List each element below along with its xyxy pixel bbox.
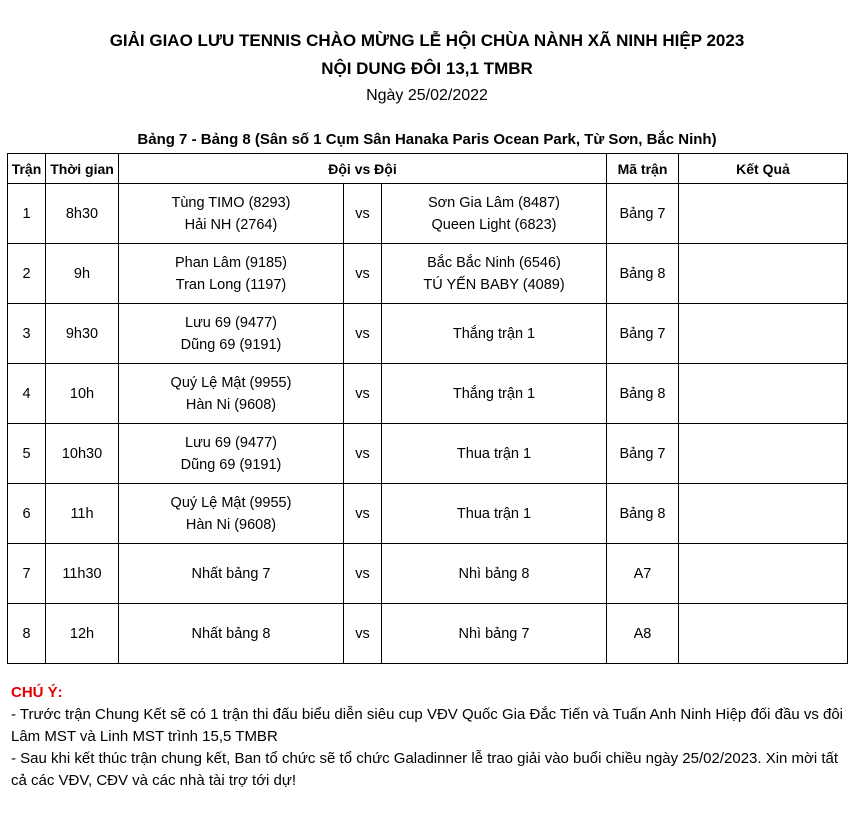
table-row [8, 544, 848, 604]
team-2 [382, 304, 607, 364]
table-row [8, 604, 848, 664]
team-1-line-1: Lưu 69 (9477) [185, 434, 277, 451]
match-time: 8h30 [46, 184, 119, 244]
team-2-line-1: Sơn Gia Lâm (8487) [427, 194, 560, 211]
match-number: 8 [8, 604, 46, 664]
team-1-line-2: Hàn Ni (9608) [185, 516, 277, 533]
team-1 [119, 424, 344, 484]
team-2-line-1: Thua trận 1 [456, 445, 532, 462]
match-time: 11h [46, 484, 119, 544]
versus-label: vs [344, 424, 382, 484]
team-2-line-1: Thắng trận 1 [452, 325, 536, 342]
match-code: Bảng 8 [607, 244, 679, 304]
team-2 [382, 424, 607, 484]
team-1-line-1: Nhất bảng 7 [191, 565, 271, 582]
table-row [8, 364, 848, 424]
team-2 [382, 604, 607, 664]
match-code: A7 [607, 544, 679, 604]
schedule-table [7, 153, 848, 664]
team-1-line-2: Hàn Ni (9608) [185, 396, 277, 413]
match-code: Bảng 8 [607, 484, 679, 544]
team-1-line-1: Quý Lệ Mật (9955) [170, 374, 292, 391]
match-time: 12h [46, 604, 119, 664]
table-row [8, 424, 848, 484]
team-1-line-1: Nhất bảng 8 [191, 625, 271, 642]
team-2 [382, 544, 607, 604]
note-title: CHÚ Ý: [11, 684, 63, 701]
versus-label: vs [344, 604, 382, 664]
event-subtitle: NỘI DUNG ĐÔI 13,1 TMBR [321, 59, 533, 78]
versus-label: vs [344, 244, 382, 304]
note-line-2: - Sau khi kết thúc trận chung kết, Ban tổ chức sẽ tổ chức Galadinner lễ trao giải vào buổi chiều ngày 25/02/2023. Xin mời tất cả các VĐV, CĐV và các nhà tài trợ tới dự! [11, 750, 839, 789]
team-2 [382, 184, 607, 244]
team-2-line-1: Thắng trận 1 [452, 385, 536, 402]
header-match: Trận [8, 154, 46, 184]
team-1 [119, 484, 344, 544]
team-2 [382, 364, 607, 424]
team-1-line-1: Quý Lệ Mật (9955) [170, 494, 292, 511]
group-title: Bảng 7 - Bảng 8 (Sân số 1 Cụm Sân Hanaka Paris Ocean Park, Từ Sơn, Bắc Ninh) [137, 131, 717, 148]
match-result [679, 244, 848, 304]
event-date: Ngày 25/02/2022 [366, 87, 488, 104]
team-1-line-2: Dũng 69 (9191) [180, 336, 282, 353]
table-row [8, 244, 848, 304]
match-time: 9h30 [46, 304, 119, 364]
team-1-line-1: Lưu 69 (9477) [185, 314, 277, 331]
match-number: 5 [8, 424, 46, 484]
header-time: Thời gian [46, 154, 119, 184]
match-number: 7 [8, 544, 46, 604]
team-1 [119, 544, 344, 604]
match-result [679, 544, 848, 604]
match-result [679, 484, 848, 544]
team-1-line-1: Tùng TIMO (8293) [171, 194, 291, 211]
versus-label: vs [344, 304, 382, 364]
versus-label: vs [344, 484, 382, 544]
table-row [8, 484, 848, 544]
match-code: Bảng 7 [607, 304, 679, 364]
match-time: 11h30 [46, 544, 119, 604]
team-2-line-2: Queen Light (6823) [431, 216, 557, 233]
match-number: 6 [8, 484, 46, 544]
match-time: 10h [46, 364, 119, 424]
match-code: Bảng 8 [607, 364, 679, 424]
versus-label: vs [344, 544, 382, 604]
team-1 [119, 244, 344, 304]
header-result: Kết Quả [679, 154, 848, 184]
team-1-line-2: Hải NH (2764) [184, 216, 278, 233]
match-code: Bảng 7 [607, 184, 679, 244]
match-code: Bảng 7 [607, 424, 679, 484]
team-2-line-1: Nhì bảng 7 [458, 625, 530, 642]
versus-label: vs [344, 184, 382, 244]
match-number: 1 [8, 184, 46, 244]
team-2-line-1: Nhì bảng 8 [458, 565, 530, 582]
team-2 [382, 244, 607, 304]
team-1-line-2: Dũng 69 (9191) [180, 456, 282, 473]
team-2-line-2: TÚ YẾN BABY (4089) [423, 276, 565, 293]
team-2-line-1: Bắc Bắc Ninh (6546) [427, 254, 561, 271]
table-header-row [8, 154, 848, 184]
match-result [679, 304, 848, 364]
team-1 [119, 364, 344, 424]
team-1 [119, 604, 344, 664]
versus-label: vs [344, 364, 382, 424]
team-1-line-2: Tran Long (1197) [175, 276, 287, 293]
header-teams: Đội vs Đội [119, 154, 607, 184]
match-time: 9h [46, 244, 119, 304]
match-number: 4 [8, 364, 46, 424]
match-result [679, 184, 848, 244]
match-result [679, 364, 848, 424]
table-row [8, 184, 848, 244]
tournament-title: GIẢI GIAO LƯU TENNIS CHÀO MỪNG LỄ HỘI CHÙA NÀNH XÃ NINH HIỆP 2023 [109, 31, 745, 50]
team-2 [382, 484, 607, 544]
match-time: 10h30 [46, 424, 119, 484]
match-number: 2 [8, 244, 46, 304]
table-row [8, 304, 848, 364]
match-result [679, 424, 848, 484]
header-code: Mã trận [607, 154, 679, 184]
team-1-line-1: Phan Lâm (9185) [174, 254, 288, 271]
match-number: 3 [8, 304, 46, 364]
team-2-line-1: Thua trận 1 [456, 505, 532, 522]
note-line-1: - Trước trận Chung Kết sẽ có 1 trận thi đấu biểu diễn siêu cup VĐV Quốc Gia Đắc Tiến và Tuấn Anh Ninh Hiệp đối đầu vs đôi Lâm MST và Linh MST trình 15,5 TMBR [11, 706, 844, 745]
match-result [679, 604, 848, 664]
team-1 [119, 184, 344, 244]
match-code: A8 [607, 604, 679, 664]
team-1 [119, 304, 344, 364]
